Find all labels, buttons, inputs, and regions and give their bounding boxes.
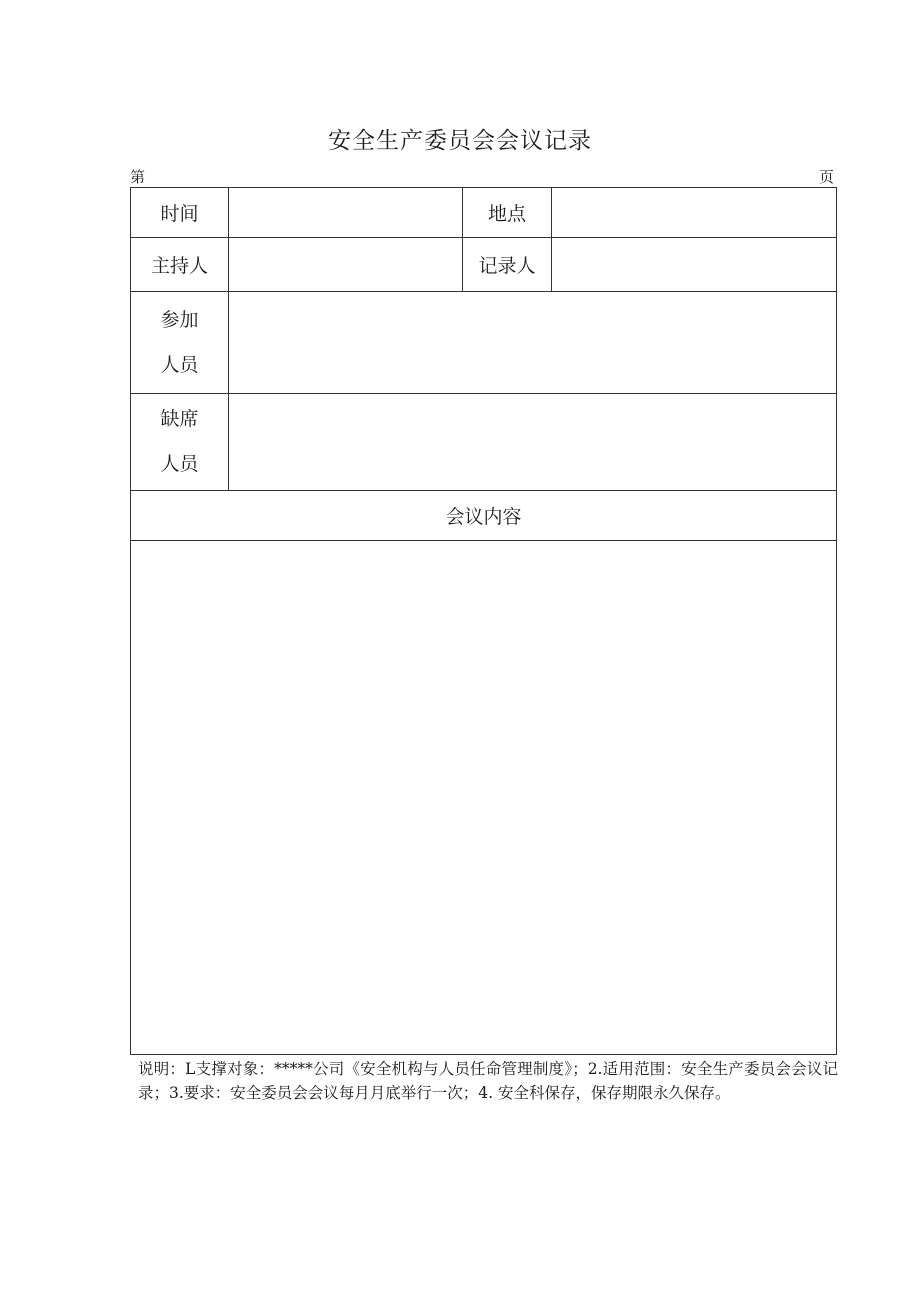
row-attendees (131, 292, 837, 394)
attendees-label-line2: 人员 (160, 353, 199, 376)
attendees-label-line1: 参加 (160, 308, 199, 331)
absentees-field[interactable] (229, 394, 837, 491)
time-label: 时间 (131, 188, 229, 238)
row-absentees (131, 394, 837, 491)
absentees-label-line2: 人员 (160, 453, 199, 475)
recorder-field[interactable] (552, 238, 837, 292)
place-field[interactable] (552, 188, 837, 238)
meeting-content-field[interactable] (131, 541, 837, 1055)
absentees-label-line1: 缺席 (160, 408, 199, 431)
row-content-body (131, 541, 837, 1055)
host-field[interactable] (229, 238, 463, 292)
page-number-suffix: 页 (819, 168, 835, 186)
row-time-place (131, 188, 837, 238)
row-content-header (131, 491, 837, 541)
page-number-prefix: 第 (130, 168, 146, 186)
time-field[interactable] (229, 188, 463, 238)
document-title: 安全生产委员会会议记录 (328, 128, 592, 154)
recorder-label: 记录人 (463, 238, 552, 292)
absentees-label (131, 394, 229, 491)
row-host-recorder (131, 238, 837, 292)
form-note: 说明：L支撑对象：*****公司《安全机构与人员任命管理制度》；2.适用范围：安全生产委员会会议记录；3.要求：安全委员会会议每月月底举行一次；4. 安全科保存，保存期限永久保存。 (138, 1060, 838, 1102)
meeting-record-form (130, 187, 837, 1055)
place-label: 地点 (463, 188, 552, 238)
attendees-label (131, 292, 229, 394)
attendees-field[interactable] (229, 292, 837, 394)
meeting-content-header: 会议内容 (131, 491, 837, 541)
host-label: 主持人 (131, 238, 229, 292)
